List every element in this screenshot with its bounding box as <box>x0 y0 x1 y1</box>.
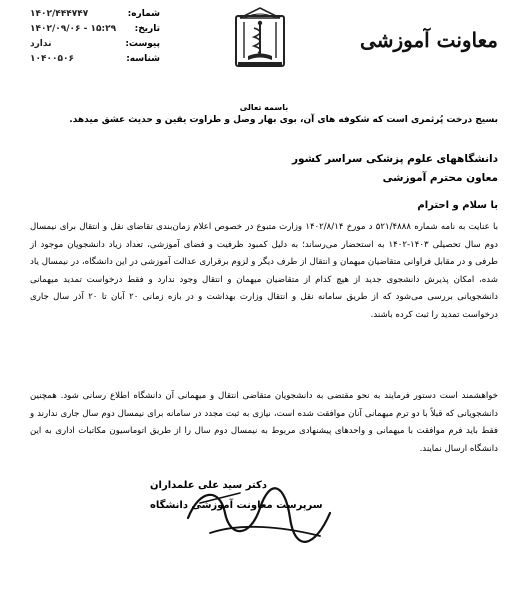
greeting: با سلام و احترام <box>417 200 498 211</box>
slogan: بسیج درخت پُرثمری است که شکوفه های آن، بوی بهار وصل و طراوت یقین و حدیث عشق میدهد. <box>69 115 498 125</box>
bismillah: باسمه تعالی <box>239 103 289 112</box>
signatory-role: سرپرست معاونت آموزشی دانشگاه <box>150 500 323 511</box>
university-emblem-icon <box>230 6 290 72</box>
meta-label: شماره: <box>127 9 160 19</box>
signatory-name: دکتر سید علی علمداران <box>150 480 267 491</box>
meta-id <box>30 52 160 67</box>
recipient-block <box>292 150 498 188</box>
meta-label: تاریخ: <box>134 24 160 34</box>
body-paragraph-1: با عنایت به نامه شماره ۵۲۱/۴۸۸۸ د مورخ ۱۴۰۲/۸/۱۴ وزارت متبوع در خصوص اعلام زمان‌بندی تقاضای نقل و انتقال برای نیمسال دوم سال تحصیلی ۱۴۰۳-۱۴۰۲ به استحضار می‌رساند؛ به دلیل کمبود ظرفیت و فضای آموزشی، تعداد زیاد دانشجویان موجود از طرفی و در مقابل فراوانی متقاضیان میهمان و انتقال از طرف دیگر و لزوم برقراری عدالت آموزشی در این دانشگاه، در نیمسال یاد شده، امکان پذیرش دانشجوی جدید از هیچ کدام از متقاضیان میهمان و انتقال وجود ندارد و فقط درخواست تمدید میهمانی دانشجویانی بررسی می‌شود که از طریق سامانه نقل و انتقال وزارت بهداشت و در بازه زمانی ۲۰ آبان تا ۲۰ آذر سال جاری درخواست تمدید را ثبت کرده باشند. <box>30 222 498 320</box>
recipient-line-2: معاون محترم آموزشی <box>382 172 498 184</box>
office-title: معاونت آموزشی <box>360 28 498 52</box>
meta-value: ندارد <box>30 39 52 49</box>
letter-meta <box>30 7 160 67</box>
meta-value: ۱۴۰۲/۴۴۴۷۴۷ <box>30 9 89 19</box>
meta-attachment <box>30 37 160 52</box>
meta-value: ۱۰۴۰۰۵۰۶ <box>30 54 74 64</box>
meta-number <box>30 7 160 22</box>
body-paragraph-2: خواهشمند است دستور فرمایند به نحو مقتضی به دانشجویان متقاضی انتقال و میهمانی آن دانشگاه اطلاع رسانی شود. همچنین دانشجویانی که قبلاً با دو ترم میهمانی آنان موافقت شده است، نیازی به ثبت مجدد در سامانه برای نیمسال دوم سال جاری ندارند و فقط باید فرم موافقت با میهمانی و واحدهای پیشنهادی مربوط به نیمسال دوم سال را از طریق اتوماسیون مکاتبات اداری به این دانشگاه ارسال نمایند. <box>30 391 498 454</box>
meta-label: شناسه: <box>126 54 160 64</box>
meta-value: ۱۴۰۲/۰۹/۰۶ - ۱۵:۲۹ <box>30 24 117 34</box>
recipient-line-1: دانشگاههای علوم پزشکی سراسر کشور <box>291 153 498 165</box>
meta-label: پیوست: <box>125 39 160 49</box>
meta-date <box>30 22 160 37</box>
